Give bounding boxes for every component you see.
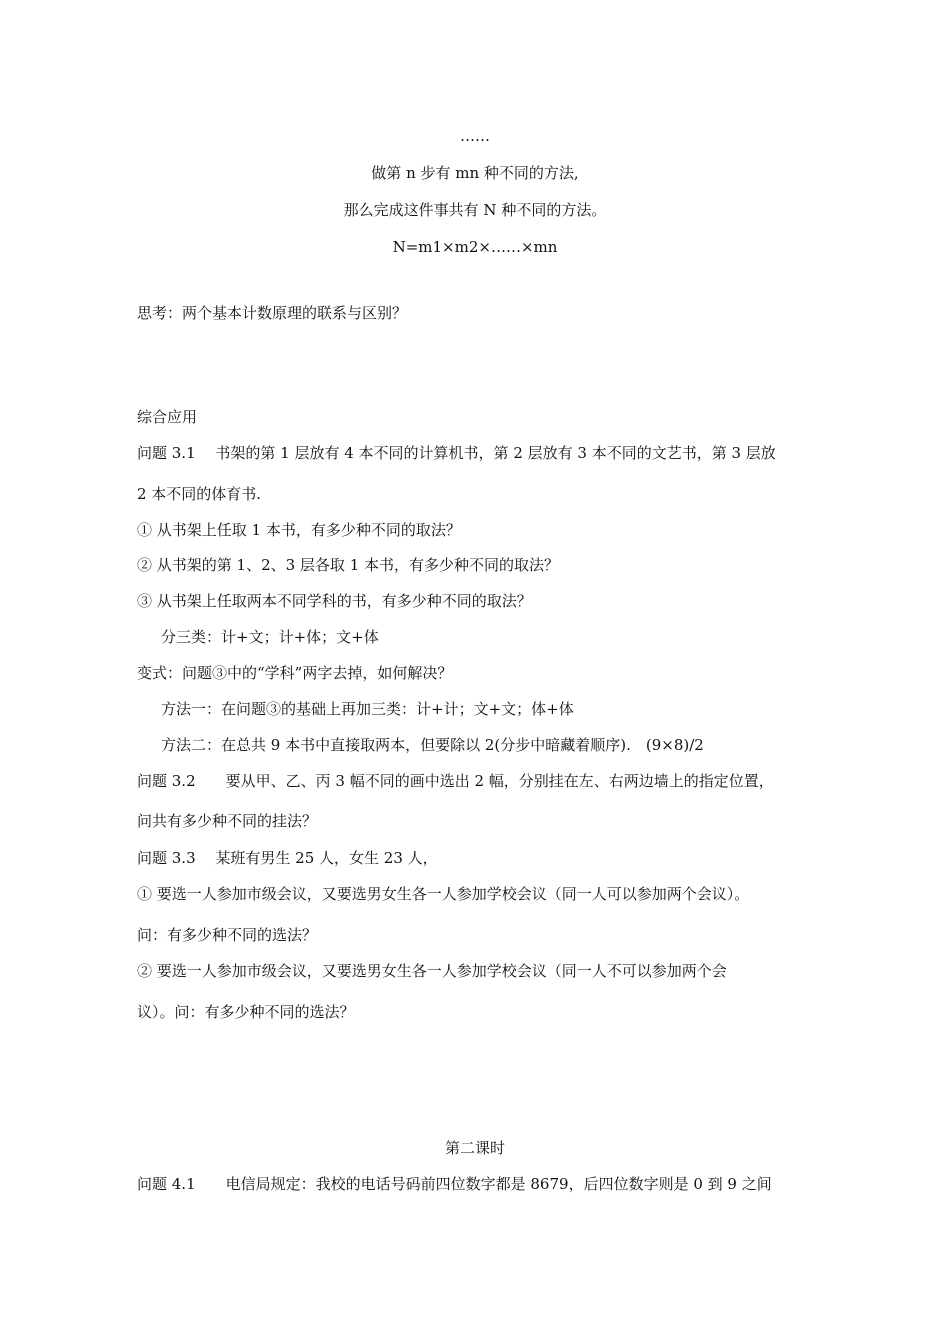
problem-3-1-sub-3: ③ 从书架上任取两本不同学科的书，有多少种不同的取法？ bbox=[137, 592, 532, 610]
formula-line: N=m1×m2×……×mn bbox=[392, 238, 558, 256]
total-line: 那么完成这件事共有 N 种不同的方法。 bbox=[343, 201, 607, 219]
problem-3-3-line-1: 问题 3.3 某班有男生 25 人，女生 23 人， bbox=[137, 849, 438, 867]
section-title: 综合应用 bbox=[137, 408, 198, 426]
step-n-line: 做第 n 步有 mn 种不同的方法, bbox=[371, 164, 579, 182]
problem-3-2-line-2: 问共有多少种不同的挂法？ bbox=[137, 812, 318, 830]
method-2-line: 方法二：在总共 9 本书中直接取两本，但要除以 2(分步中暗藏着顺序). (9×8)/2 bbox=[161, 736, 704, 754]
problem-3-1-line-1: 问题 3.1 书架的第 1 层放有 4 本不同的计算机书，第 2 层放有 3 本不同的文艺书，第 3 层放 bbox=[137, 444, 776, 462]
problem-3-3-sub-2-line-2: 议）。问：有多少种不同的选法？ bbox=[137, 1003, 355, 1021]
method-1-line: 方法一：在问题③的基础上再加三类：计+计；文+文；体+体 bbox=[161, 700, 574, 718]
problem-3-2-line-1: 问题 3.2 要从甲、乙、丙 3 幅不同的画中选出 2 幅，分别挂在左、右两边墙上的指定位置， bbox=[137, 772, 774, 790]
three-classes-line: 分三类：计+文；计+体；文+体 bbox=[161, 628, 379, 646]
problem-3-3-sub-1-line-1: ① 要选一人参加市级会议，又要选男女生各一人参加学校会议（同一人可以参加两个会议）。 bbox=[137, 885, 750, 903]
problem-3-1-line-2: 2 本不同的体育书. bbox=[137, 485, 262, 503]
problem-3-3-sub-2-line-1: ② 要选一人参加市级会议，又要选男女生各一人参加学校会议（同一人不可以参加两个会 bbox=[137, 962, 727, 980]
problem-3-3-sub-1-line-2: 问：有多少种不同的选法？ bbox=[137, 926, 318, 944]
lesson-2-title: 第二课时 bbox=[444, 1139, 505, 1157]
problem-3-1-sub-1: ① 从书架上任取 1 本书，有多少种不同的取法？ bbox=[137, 521, 461, 539]
variant-line: 变式：问题③中的“学科”两字去掉，如何解决？ bbox=[137, 664, 453, 682]
think-question: 思考：两个基本计数原理的联系与区别？ bbox=[137, 304, 408, 322]
problem-4-1-line-1: 问题 4.1 电信局规定：我校的电话号码前四位数字都是 8679，后四位数字则是 0 到 9 之间 bbox=[137, 1175, 772, 1193]
ellipsis-line: …… bbox=[460, 127, 490, 145]
problem-3-1-sub-2: ② 从书架的第 1、2、3 层各取 1 本书，有多少种不同的取法？ bbox=[137, 556, 560, 574]
